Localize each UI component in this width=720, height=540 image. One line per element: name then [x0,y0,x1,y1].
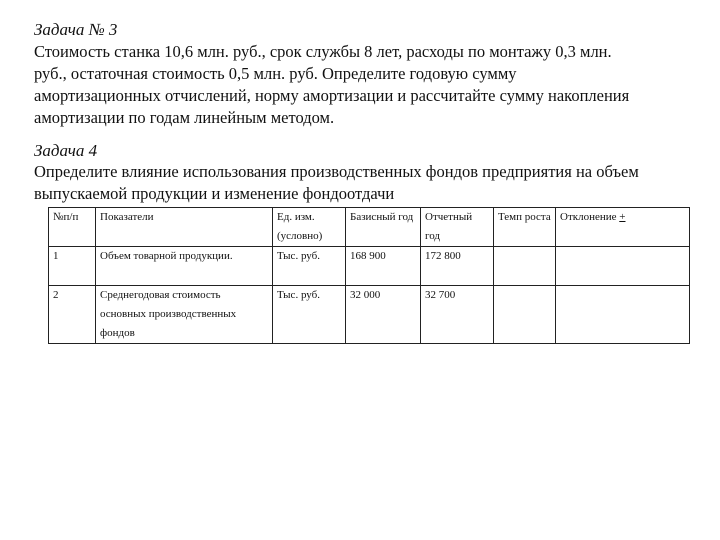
cell-indicator: Среднегодовая стоимость основных производственных фондов [96,286,273,344]
cell-deviation [556,286,690,344]
header-cell-deviation: Отклонение + [556,208,690,247]
header-cell-indicator: Показатели [96,208,273,247]
cell-report-year: 32 700 [421,286,494,344]
task4-text-line-1: Определите влияние использования производственных фондов предприятия на объем [34,162,639,181]
header-cell-base-year: Базисный год [346,208,421,247]
task3-title: Задача № 3 [34,20,118,39]
cell-growth-rate [494,286,556,344]
header-cell-number: №п/п [49,208,96,247]
task4-title: Задача 4 [34,141,98,160]
cell-base-year: 32 000 [346,286,421,344]
task3-text-line-4: амортизации по годам линейным методом. [34,108,335,127]
header-cell-report-year: Отчетный год [421,208,494,247]
table-row [49,286,690,344]
task3-text-line-1: Стоимость станка 10,6 млн. руб., срок службы 8 лет, расходы по монтажу 0,3 млн. [34,42,612,61]
cell-growth-rate [494,247,556,286]
indicators-table [48,207,690,344]
cell-indicator: Объем товарной продукции. [96,247,273,286]
cell-unit: Тыс. руб. [273,286,346,344]
cell-number: 2 [49,286,96,344]
task3-text-line-2: руб., остаточная стоимость 0,5 млн. руб. Определите годовую сумму [34,64,517,83]
table-header-row [49,208,690,247]
task4-text-line-2: выпускаемой продукции и изменение фондоотдачи [34,184,395,203]
cell-unit: Тыс. руб. [273,247,346,286]
header-cell-unit: Ед. изм. (условно) [273,208,346,247]
cell-number: 1 [49,247,96,286]
cell-report-year: 172 800 [421,247,494,286]
header-cell-growth-rate: Темп роста [494,208,556,247]
table-row [49,247,690,286]
cell-deviation [556,247,690,286]
task3-text-line-3: амортизационных отчислений, норму амортизации и рассчитайте сумму накопления [34,86,630,105]
cell-base-year: 168 900 [346,247,421,286]
